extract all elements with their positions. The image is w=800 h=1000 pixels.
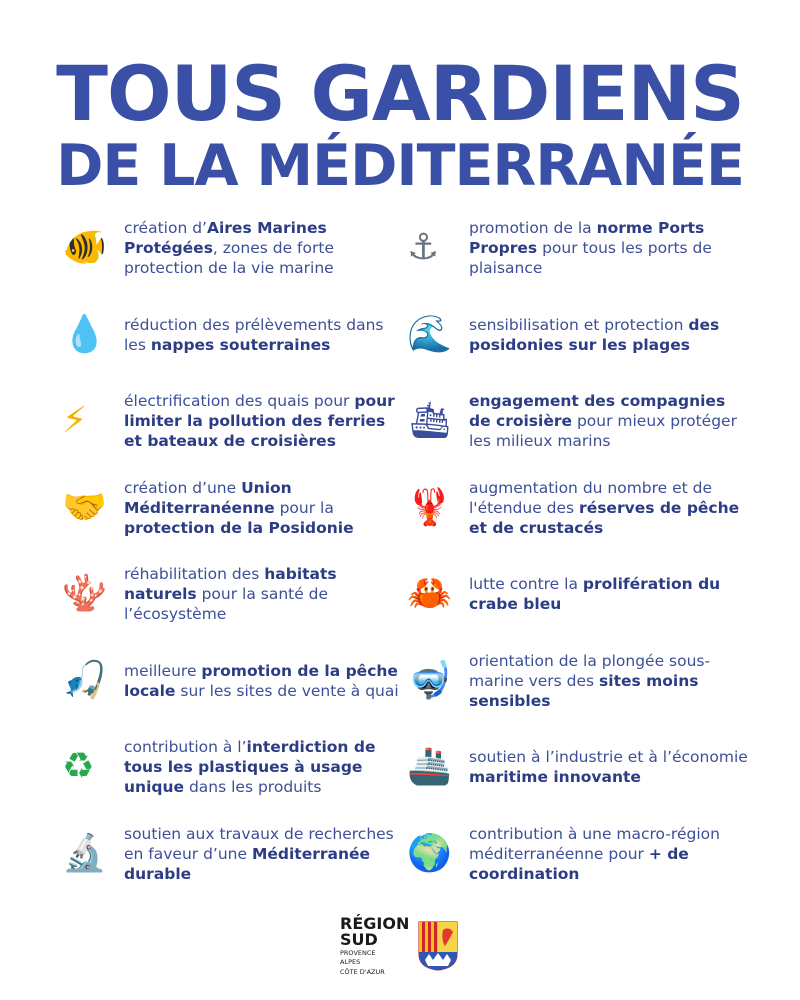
measure-text-regular: sensibilisation et protection xyxy=(469,315,689,334)
measure-text-bold: Aires Marines Protégées xyxy=(124,219,327,258)
measure-item xyxy=(62,638,407,725)
handshake-icon: 🤝 xyxy=(62,486,107,528)
diving-mask-icon: 🤿 xyxy=(407,659,452,701)
logo-line1: RÉGION xyxy=(340,913,410,933)
measure-text-bold: norme Ports Propres xyxy=(469,219,705,258)
measure-text-bold: Méditerranée durable xyxy=(124,844,371,883)
fishing-pole-icon: 🎣 xyxy=(62,659,107,701)
measure-text-bold: interdiction de tous les plastiques à usage unique xyxy=(124,738,376,797)
measure-text-regular: soutien aux travaux de recherches en faveur d’une xyxy=(124,824,394,863)
measure-text-regular: réhabilitation des xyxy=(124,565,265,584)
region-sud-logo xyxy=(340,913,470,976)
measure-text-regular: meilleure xyxy=(124,661,202,680)
measure-item xyxy=(407,465,752,552)
logo-sub3: CÔTE D'AZUR xyxy=(340,967,385,976)
measure-text-bold: protection de la Posidonie xyxy=(124,518,354,537)
measure-text-bold: des posidonies sur les plages xyxy=(469,315,720,354)
cargo-ship-icon: 🚢 xyxy=(407,746,452,788)
measure-text-bold: promotion de la pêche locale xyxy=(124,661,398,700)
measure-text xyxy=(124,564,407,624)
measure-text-regular: contribution à une macro-région méditerranéenne pour xyxy=(469,824,720,863)
measure-text xyxy=(469,824,752,884)
measure-text xyxy=(124,315,407,355)
logo-sub1: PROVENCE xyxy=(340,948,376,957)
measure-item xyxy=(407,724,752,811)
page-title: TOUS GARDIENS xyxy=(56,49,744,138)
measure-item xyxy=(407,378,752,465)
measure-text-regular: pour mieux protéger les milieux marins xyxy=(469,412,737,451)
wave-icon: 🌊 xyxy=(407,313,452,355)
measure-item xyxy=(407,638,752,725)
droplet-icon: 💧 xyxy=(62,313,107,355)
measure-text-regular: pour la santé de l’écosystème xyxy=(124,585,329,624)
cruise-ship-icon: 🛳 xyxy=(407,400,453,442)
measure-item xyxy=(62,724,407,811)
measure-text xyxy=(469,391,752,451)
measure-text-bold: prolifération du crabe bleu xyxy=(469,575,721,614)
crab-icon: 🦀 xyxy=(407,573,452,615)
measure-text xyxy=(124,661,407,701)
page-subtitle: DE LA MÉDITERRANÉE xyxy=(56,133,744,199)
measure-text xyxy=(469,651,752,711)
measure-text-regular: promotion de la xyxy=(469,219,597,238)
measure-text xyxy=(124,478,407,538)
measure-text xyxy=(124,824,407,884)
measure-item xyxy=(62,292,407,379)
measure-item xyxy=(407,292,752,379)
measure-text-bold: réserves de pêche et de crustacés xyxy=(469,498,740,537)
measure-text-regular: soutien à l’industrie et à l’économie xyxy=(469,748,748,767)
lightning-icon: ⚡ xyxy=(62,400,88,442)
microscope-icon: 🔬 xyxy=(62,832,107,874)
measure-text-bold: engagement des compagnies de croisière xyxy=(469,392,726,431)
measure-text-regular: augmentation du nombre et de l'étendue des xyxy=(469,478,713,517)
measure-text xyxy=(469,315,752,355)
logo-line2: SUD xyxy=(340,929,378,949)
measure-item xyxy=(407,205,752,292)
measure-text xyxy=(469,478,752,538)
measure-item xyxy=(62,378,407,465)
measure-text-bold: pour limiter la pollution des ferries et bateaux de croisières xyxy=(124,392,395,451)
measure-text xyxy=(469,218,752,278)
anchor-icon: ⚓ xyxy=(407,227,440,269)
measure-text-regular: contribution à l’ xyxy=(124,738,247,757)
measure-item xyxy=(62,465,407,552)
measure-text-regular: création d’ xyxy=(124,219,207,238)
measure-item xyxy=(62,205,407,292)
measure-text-regular: réduction des prélèvements dans les xyxy=(124,315,384,354)
measure-text-regular: dans les produits xyxy=(184,778,322,797)
region-shield-icon xyxy=(417,920,459,972)
logo-sub2: ALPES xyxy=(340,958,361,967)
measure-text xyxy=(124,737,407,797)
measure-text-bold: nappes souterraines xyxy=(150,335,331,354)
measure-item xyxy=(62,811,407,898)
measure-text xyxy=(469,574,752,614)
lobster-icon: 🦞 xyxy=(407,486,452,528)
measures-grid xyxy=(62,205,752,897)
measure-item xyxy=(407,811,752,898)
measure-text-bold: maritime innovante xyxy=(469,768,641,787)
tropical-fish-icon: 🐠 xyxy=(62,227,107,269)
measure-text-bold: habitats naturels xyxy=(124,565,337,604)
measure-text-bold: Union Méditerranéenne xyxy=(124,478,292,517)
measure-text-bold: sites moins sensibles xyxy=(469,671,699,710)
measure-text-regular: sur les sites de vente à quai xyxy=(175,681,399,700)
measure-text-regular: orientation de la plongée sous-marine vers des xyxy=(469,651,711,690)
measure-text-bold: + de coordination xyxy=(469,844,689,883)
measure-item xyxy=(62,551,407,638)
measure-item xyxy=(407,551,752,638)
measure-text-regular: pour tous les ports de plaisance xyxy=(469,239,712,278)
recycle-icon: ♻ xyxy=(62,746,95,788)
globe-icon: 🌍 xyxy=(407,832,452,874)
measure-text xyxy=(124,218,407,278)
measure-text xyxy=(469,747,752,787)
measure-text-regular: électrification des quais pour xyxy=(124,392,355,411)
measure-text-regular: lutte contre la xyxy=(469,575,583,594)
measure-text xyxy=(124,391,407,451)
measure-text-regular: pour la xyxy=(274,498,334,517)
measure-text-regular: création d’une xyxy=(124,478,242,497)
measure-text-regular: , zones de forte protection de la vie marine xyxy=(124,239,334,278)
coral-icon: 🪸 xyxy=(62,573,107,615)
